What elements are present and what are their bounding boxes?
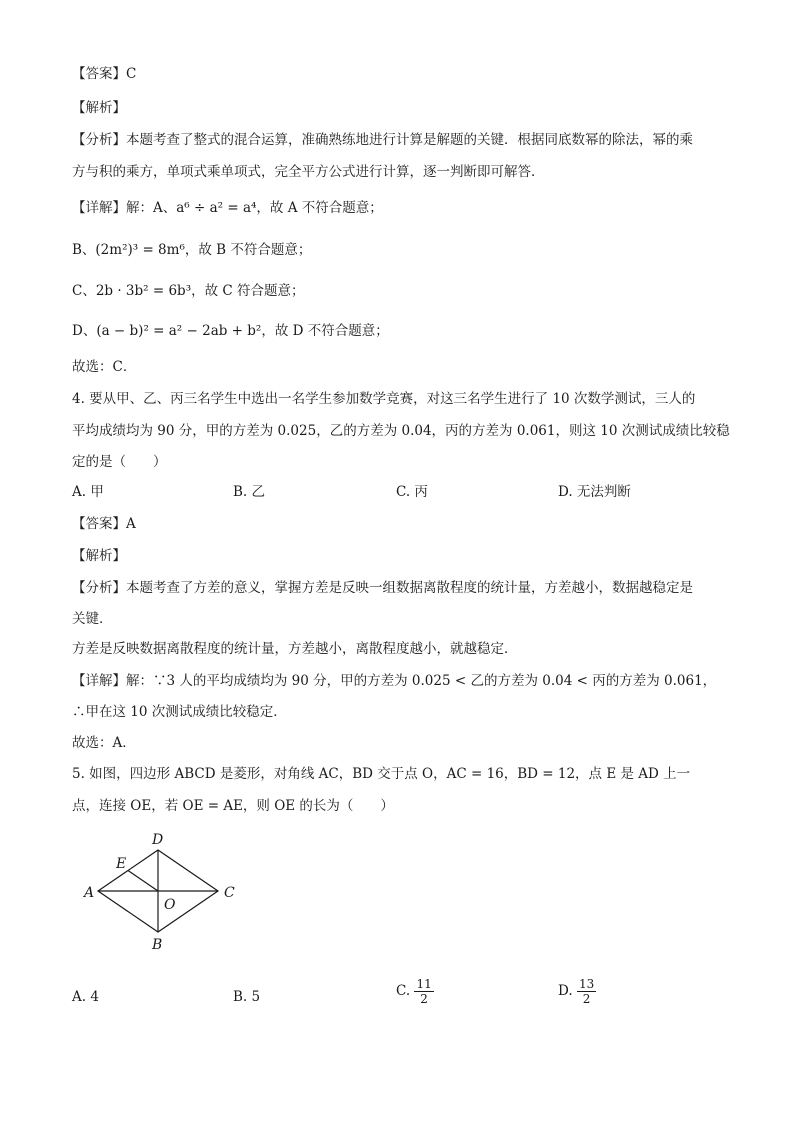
q3-analysis-heading: 【解析】 [72, 100, 126, 116]
q5-option-d-label: D. [558, 983, 573, 999]
q4-analysis-line-3: 方差是反映数据离散程度的统计量，方差越小，离散程度越小，就越稳定． [72, 641, 518, 657]
q5-stem-line-2: 点，连接 OE，若 OE = AE，则 OE 的长为（ ） [72, 798, 394, 814]
q4-answer: 【答案】A [72, 516, 136, 532]
q4-option-a: A. 甲 [72, 484, 104, 500]
q3-analysis-line-1: 【分析】本题考查了整式的混合运算，准确熟练地进行计算是解题的关键．根据同底数幂的除法，幂的乘 [72, 132, 693, 148]
q3-analysis-line-2: 方与积的乘方，单项式乘单项式，完全平方公式进行计算，逐一判断即可解答． [72, 164, 545, 180]
q4-option-c: C. 丙 [396, 484, 428, 500]
q5-stem-line-1: 5. 如图，四边形 ABCD 是菱形，对角线 AC，BD 交于点 O，AC = 16，BD = 12，点 E 是 AD 上一 [72, 766, 691, 782]
q5-option-c-denominator: 2 [420, 992, 428, 1006]
q3-answer: 【答案】C [72, 66, 137, 82]
q4-option-d: D. 无法判断 [558, 484, 631, 500]
q4-detail-line-1: 【详解】解：∵3 人的平均成绩均为 90 分，甲的方差为 0.025 < 乙的方差为 0.04 < 丙的方差为 0.061， [72, 673, 717, 689]
q4-analysis-heading: 【解析】 [72, 548, 126, 564]
label-c: C [224, 885, 235, 901]
q4-stem-line-2: 平均成绩均为 90 分，甲的方差为 0.025，乙的方差为 0.04，丙的方差为 0.061，则这 10 次测试成绩比较稳 [72, 423, 730, 439]
q3-detail-c: C、2b · 3b² = 6b³，故 C 符合题意； [72, 283, 305, 299]
q5-option-d [558, 977, 596, 1006]
label-o: O [164, 897, 176, 913]
q5-option-c-label: C. [396, 983, 411, 999]
label-a: A [84, 885, 95, 901]
rhombus-figure [78, 826, 238, 956]
q4-detail-line-2: ∴甲在这 10 次测试成绩比较稳定． [72, 704, 287, 720]
label-b: B [152, 937, 163, 953]
q4-choose: 故选：A． [72, 735, 136, 751]
q4-analysis-line-1: 【分析】本题考查了方差的意义，掌握方差是反映一组数据离散程度的统计量，方差越小，数据越稳定是 [72, 580, 693, 596]
q4-option-b: B. 乙 [233, 484, 266, 500]
q5-option-c [396, 977, 434, 1006]
q5-option-c-numerator: 11 [416, 977, 432, 991]
q5-option-a: A. 4 [72, 989, 99, 1005]
label-e: E [116, 856, 127, 872]
q5-option-b: B. 5 [233, 989, 261, 1005]
q5-option-c-fraction [414, 977, 433, 1006]
segment-oe [128, 871, 158, 892]
q3-detail-a: 【详解】解：A、a⁶ ÷ a² = a⁴，故 A 不符合题意； [72, 200, 383, 216]
q5-option-d-numerator: 13 [578, 977, 595, 991]
q4-analysis-line-2: 关键． [72, 611, 113, 627]
q3-detail-d: D、(a − b)² = a² − 2ab + b²，故 D 不符合题意； [72, 323, 389, 339]
q4-stem-line-1: 4. 要从甲、乙、丙三名学生中选出一名学生参加数学竞赛，对这三名学生进行了 10 次数学测试，三人的 [72, 391, 696, 407]
q5-option-d-fraction [577, 977, 596, 1006]
q3-detail-b: B、(2m²)³ = 8m⁶，故 B 不符合题意； [72, 242, 312, 258]
q4-stem-line-3: 定的是（ ） [72, 454, 167, 470]
q3-choose: 故选：C． [72, 359, 137, 375]
label-d: D [152, 832, 164, 848]
q5-option-d-denominator: 2 [582, 992, 591, 1006]
